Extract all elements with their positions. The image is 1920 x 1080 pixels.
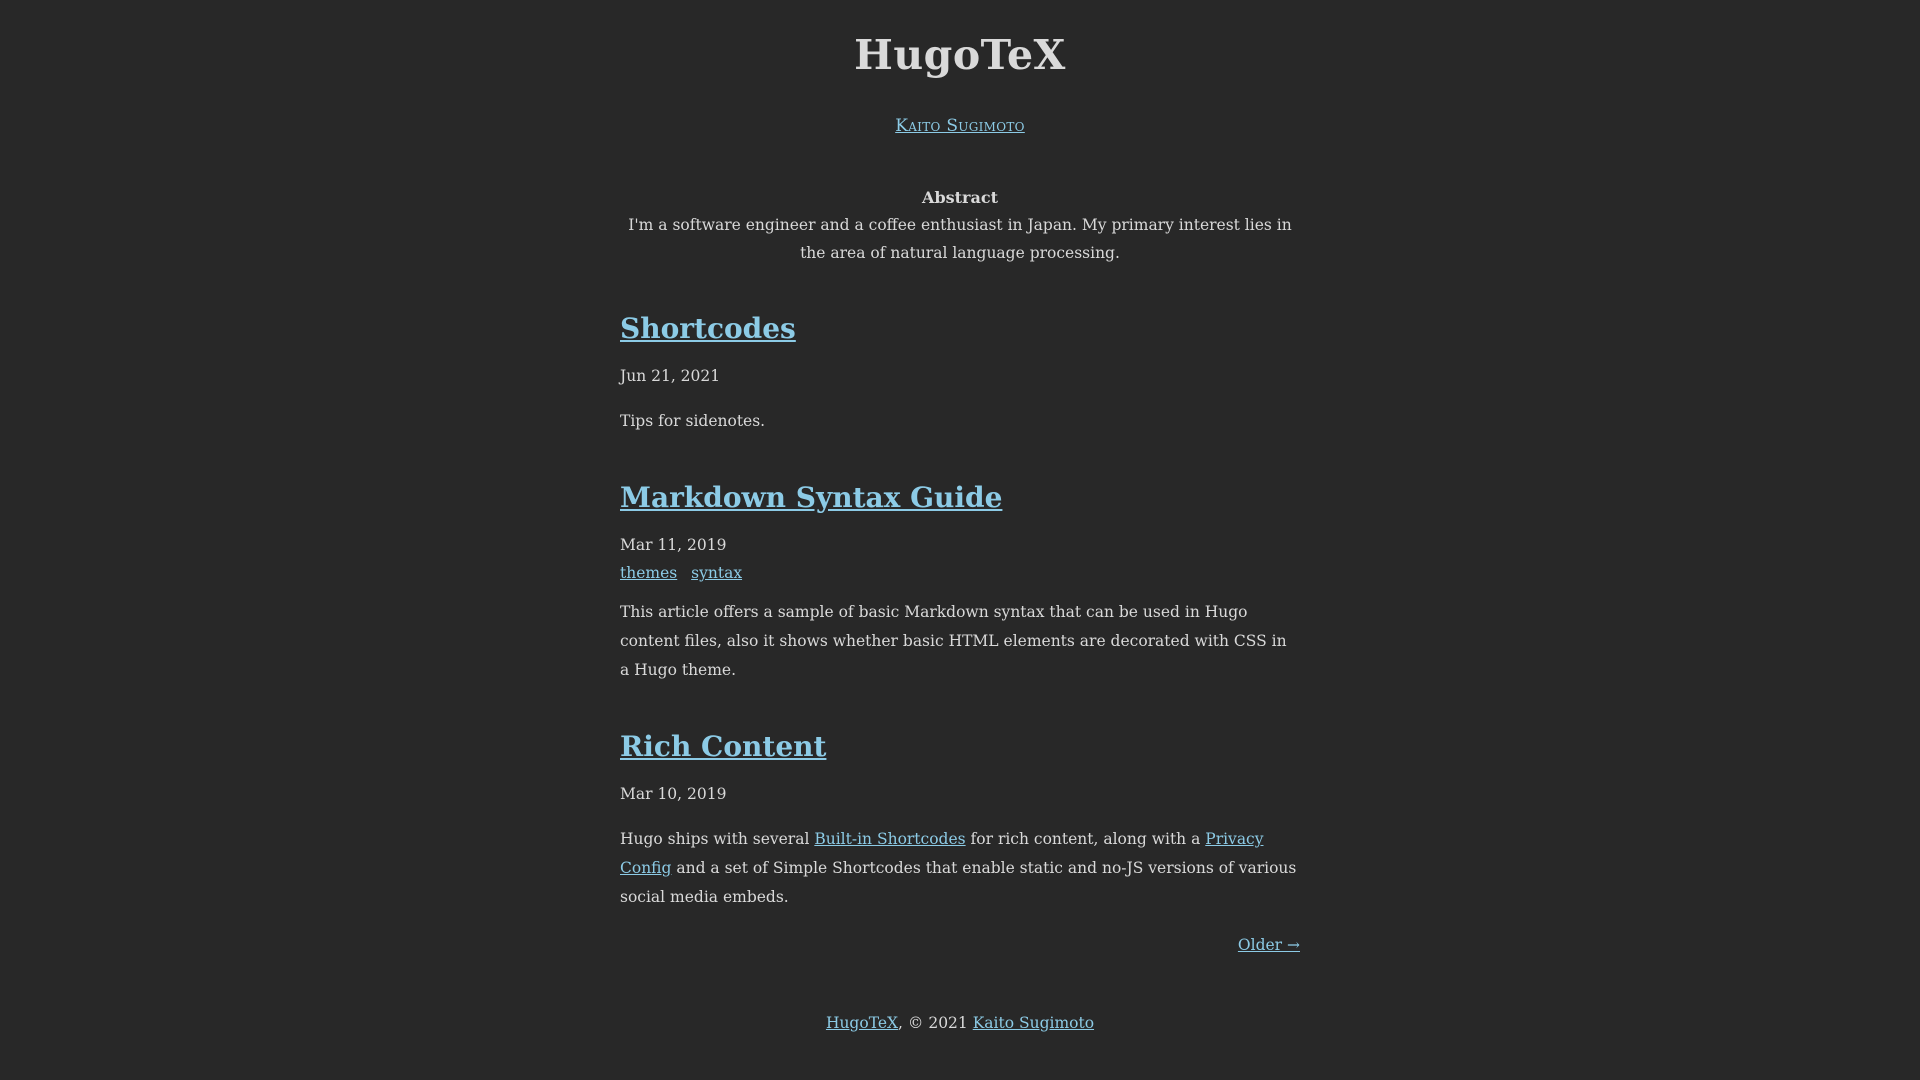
post-title-link[interactable]: Shortcodes [620, 312, 796, 345]
author-link[interactable]: Kaito Sugimoto [895, 116, 1025, 136]
tag-link-syntax[interactable]: syntax [691, 564, 743, 582]
post-date: Mar 10, 2019 [620, 785, 727, 803]
footer-author-link[interactable]: Kaito Sugimoto [972, 1014, 1095, 1032]
post-title-link[interactable]: Markdown Syntax Guide [620, 481, 1003, 514]
post-list [620, 311, 1300, 912]
older-posts-link[interactable]: Older → [1237, 936, 1300, 954]
built-in-shortcodes-link[interactable]: Built-in Shortcodes [814, 830, 966, 848]
post-date: Mar 11, 2019 [620, 536, 727, 554]
post-title-link[interactable]: Rich Content [620, 730, 827, 763]
privacy-config-link[interactable]: Privacy Config [620, 830, 1264, 877]
summary-text: and a set of Simple Shortcodes that enable static and no-JS versions of various social media embeds. [620, 859, 1297, 906]
post-title [620, 311, 1300, 347]
pagination [620, 934, 1300, 956]
abstract-text: I'm a software engineer and a coffee enthusiast in Japan. My primary interest lies in the area of natural language processing. [628, 216, 1292, 262]
post-summary [620, 825, 1300, 912]
footer-site-link[interactable]: HugoTeX [825, 1014, 899, 1032]
post-item-markdown-syntax-guide [620, 480, 1300, 685]
post-date: Jun 21, 2021 [620, 367, 721, 385]
site-footer [620, 1012, 1300, 1034]
post-tags [620, 562, 1300, 584]
site-header [620, 0, 1300, 136]
page-container [620, 0, 1300, 1034]
abstract-section [620, 186, 1300, 267]
abstract-heading: Abstract [922, 188, 998, 207]
summary-text: for rich content, along with a [965, 830, 1206, 848]
post-summary: Tips for sidenotes. [620, 412, 766, 430]
post-item-rich-content [620, 729, 1300, 912]
footer-copyright: , © 2021 [898, 1014, 973, 1032]
tag-link-themes[interactable]: themes [620, 564, 678, 582]
post-title [620, 480, 1300, 516]
summary-text: Hugo ships with several [620, 830, 815, 848]
post-item-shortcodes [620, 311, 1300, 436]
post-title [620, 729, 1300, 765]
post-summary: This article offers a sample of basic Markdown syntax that can be used in Hugo content files, also it shows whether basic HTML elements are decorated with CSS in a Hugo theme. [620, 603, 1287, 679]
site-title: HugoTeX [854, 31, 1066, 79]
